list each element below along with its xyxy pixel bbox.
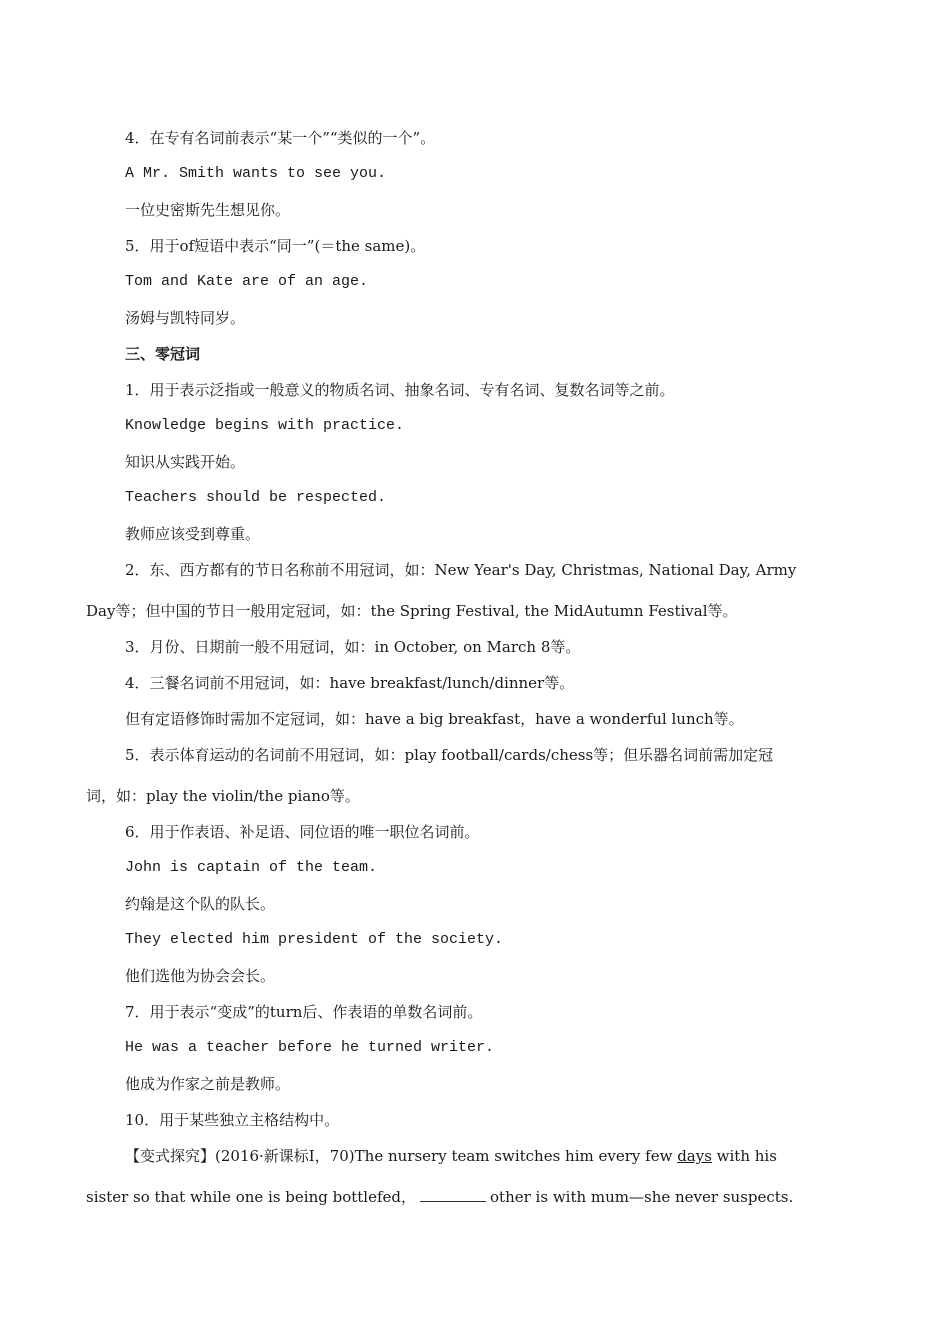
rule-3-text: 3．月份、日期前一般不用冠词，如：in October, on March 8等。 [125,638,581,656]
example-translation: 汤姆与凯特同岁。 [125,309,246,327]
section-heading: 三、零冠词 [125,345,201,363]
exercise-text: sister so that while one is being bottlefed， [86,1188,417,1206]
rule-4-note: 但有定语修饰时需加不定冠词，如：have a big breakfast，have a wonderful lunch等。 [125,710,744,728]
example-sentence: Teachers should be respected. [125,489,387,506]
example-translation: 知识从实践开始。 [125,453,246,471]
rule-4-text: 4．三餐名词前不用冠词，如：have breakfast/lunch/dinner等。 [125,674,575,692]
exercise-line-1 [125,1146,777,1166]
rule-5-heading: 5．用于of短语中表示“同一”(＝the same)。 [125,237,426,255]
rule-6-heading: 6．用于作表语、补足语、同位语的唯一职位名词前。 [125,823,480,841]
example-sentence: They elected him president of the society. [125,931,504,948]
example-sentence: Tom and Kate are of an age. [125,273,369,290]
underlined-word: days [677,1147,712,1165]
exercise-text: other is with mum—she never suspects. [490,1188,794,1206]
example-sentence: Knowledge begins with practice. [125,417,405,434]
answer-blank[interactable] [420,1187,486,1202]
example-translation: 一位史密斯先生想见你。 [125,201,291,219]
rule-1-heading: 1．用于表示泛指或一般意义的物质名词、抽象名词、专有名词、复数名词等之前。 [125,381,675,399]
example-translation: 他们选他为协会会长。 [125,967,276,985]
rule-2-text: 2．东、西方都有的节日名称前不用冠词，如：New Year's Day, Christmas, National Day, Army [125,561,797,579]
rule-5-text: 5．表示体育运动的名词前不用冠词，如：play football/cards/chess等；但乐器名词前需加定冠 [125,746,774,764]
example-translation: 教师应该受到尊重。 [125,525,261,543]
example-sentence: He was a teacher before he turned writer. [125,1039,495,1056]
rule-4-heading: 4．在专有名词前表示“某一个”“类似的一个”。 [125,129,436,147]
rule-5-text-cont: 词，如：play the violin/the piano等。 [86,787,360,805]
rule-2-text-cont: Day等；但中国的节日一般用定冠词，如：the Spring Festival, the MidAutumn Festival等。 [86,602,738,620]
example-sentence: A Mr. Smith wants to see you. [125,165,387,182]
exercise-line-2 [86,1187,793,1207]
example-translation: 约翰是这个队的队长。 [125,895,276,913]
rule-10-heading: 10．用于某些独立主格结构中。 [125,1111,340,1129]
example-translation: 他成为作家之前是教师。 [125,1075,291,1093]
exercise-text: with his [711,1147,777,1165]
exercise-text: 【变式探究】(2016·新课标Ⅰ，70)The nursery team switches him every few [125,1147,678,1165]
rule-7-heading: 7．用于表示“变成”的turn后、作表语的单数名词前。 [125,1003,483,1021]
example-sentence: John is captain of the team. [125,859,378,876]
